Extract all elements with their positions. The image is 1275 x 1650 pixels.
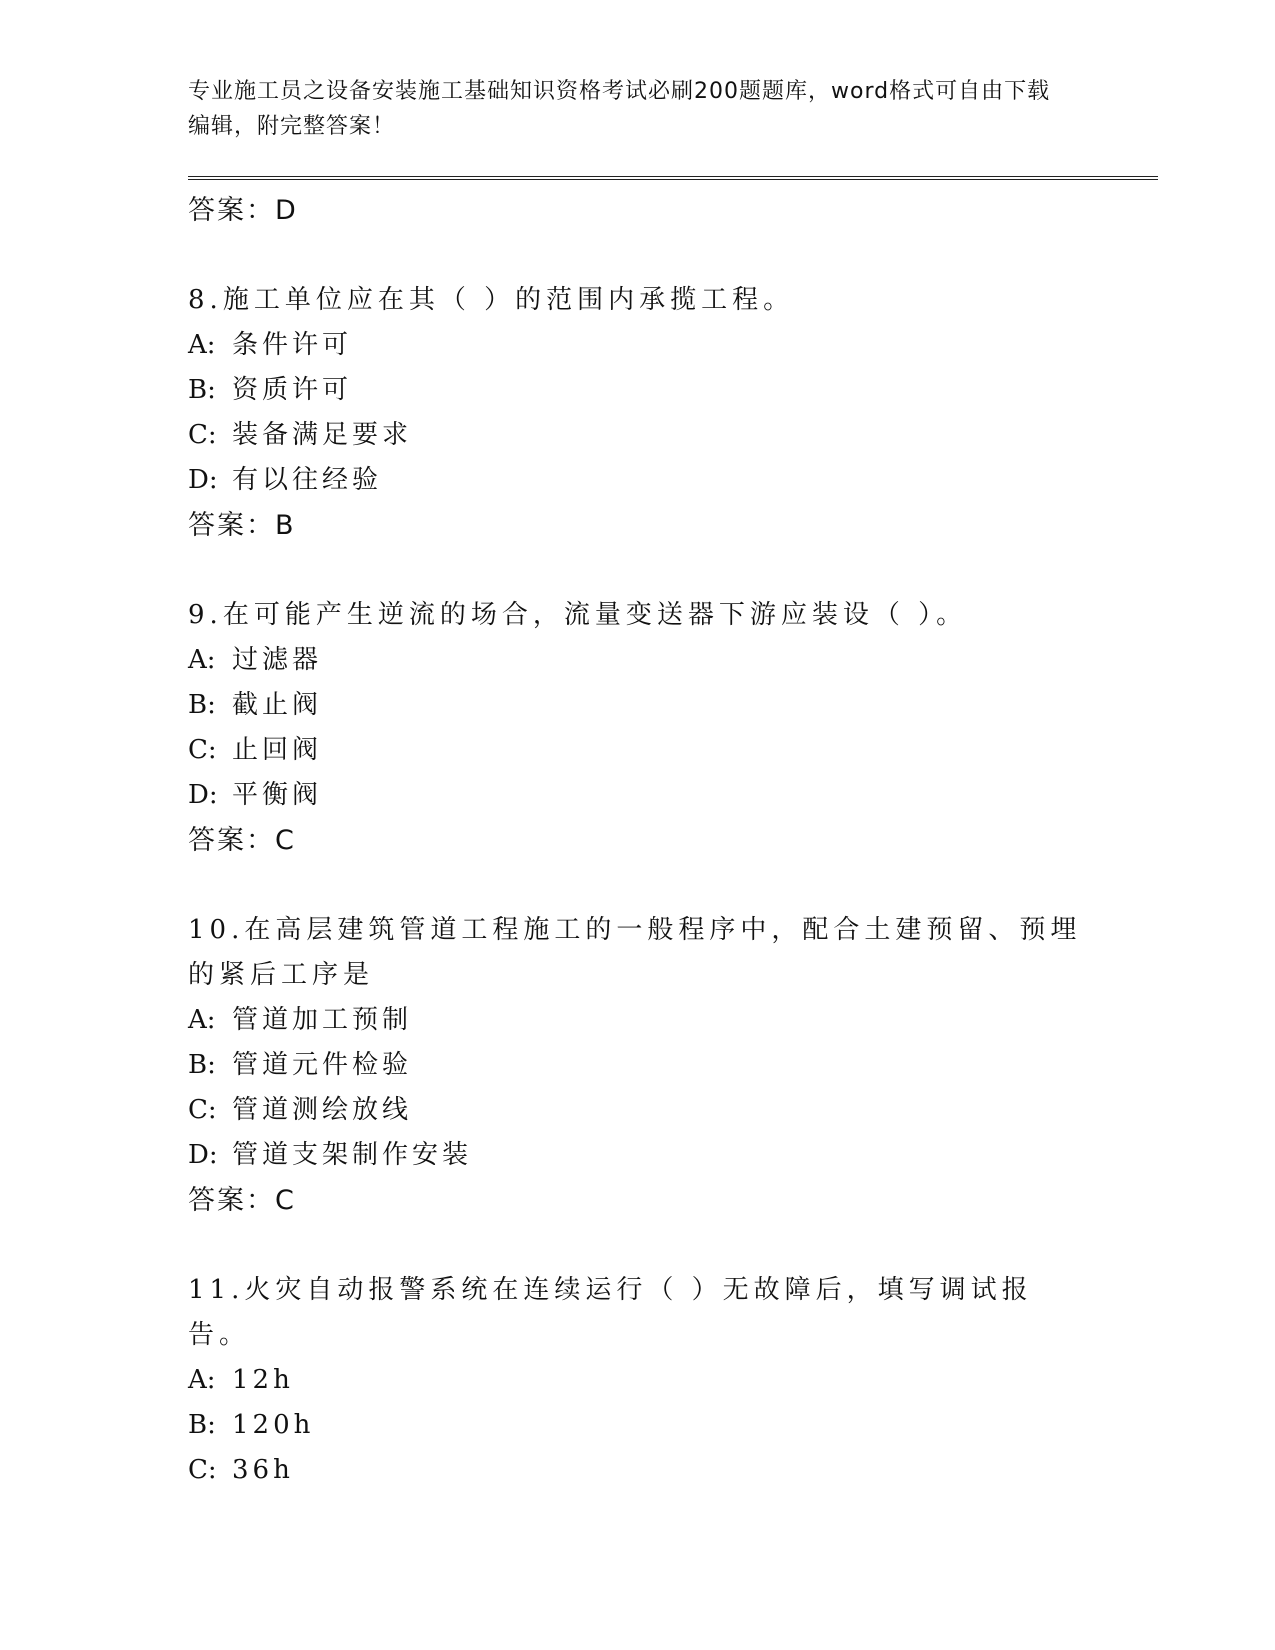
option-key: B: <box>188 1410 216 1440</box>
option-key: B: <box>188 690 216 720</box>
option-text: 有以往经验 <box>232 465 383 495</box>
option-item <box>188 1088 1158 1133</box>
option-item <box>188 458 1158 503</box>
option-item <box>188 1448 1158 1493</box>
answer-label: 答案： <box>188 1185 275 1216</box>
question-number: 9. <box>188 600 223 630</box>
option-text: 装备满足要求 <box>232 420 413 450</box>
option-text: 管道加工预制 <box>232 1005 413 1035</box>
question-number: 11. <box>188 1275 245 1305</box>
answer-value: D <box>275 195 298 226</box>
option-text: 12h <box>232 1365 294 1395</box>
option-text: 过滤器 <box>232 645 323 675</box>
answer-value: B <box>275 510 296 541</box>
question-block <box>188 908 1158 1224</box>
question-number: 10. <box>188 915 245 945</box>
option-text: 条件许可 <box>232 330 353 360</box>
option-key: B: <box>188 1050 216 1080</box>
answer-label: 答案： <box>188 195 275 226</box>
answer-label: 答案： <box>188 825 275 856</box>
answer-label: 答案： <box>188 510 275 541</box>
option-text: 36h <box>232 1455 294 1485</box>
option-text: 管道支架制作安装 <box>232 1140 473 1170</box>
option-text: 120h <box>232 1410 315 1440</box>
answer-line <box>188 818 1158 864</box>
option-item <box>188 998 1158 1043</box>
option-key: D: <box>188 1140 218 1170</box>
question-text <box>188 1268 1088 1358</box>
option-item <box>188 638 1158 683</box>
option-item <box>188 323 1158 368</box>
question-list <box>188 188 1158 1493</box>
option-text: 止回阀 <box>232 735 323 765</box>
option-key: A: <box>188 330 216 360</box>
option-item <box>188 1043 1158 1088</box>
question-stem: 在高层建筑管道工程施工的一般程序中，配合土建预留、预埋的紧后工序是 <box>188 915 1082 990</box>
option-key: B: <box>188 375 216 405</box>
option-item <box>188 1403 1158 1448</box>
question-block <box>188 1268 1158 1493</box>
option-key: C: <box>188 735 217 765</box>
answer-line <box>188 503 1158 549</box>
option-key: A: <box>188 645 216 675</box>
answer-line <box>188 188 1158 234</box>
option-item <box>188 1358 1158 1403</box>
option-text: 资质许可 <box>232 375 353 405</box>
header-divider <box>188 176 1158 180</box>
option-key: D: <box>188 465 218 495</box>
option-key: C: <box>188 1455 217 1485</box>
answer-value: C <box>275 1185 296 1216</box>
option-item <box>188 683 1158 728</box>
question-block <box>188 593 1158 864</box>
answer-value: C <box>275 825 296 856</box>
answer-line <box>188 1178 1158 1224</box>
option-item <box>188 728 1158 773</box>
question-text <box>188 908 1088 998</box>
option-key: A: <box>188 1005 216 1035</box>
option-item <box>188 1133 1158 1178</box>
option-key: C: <box>188 1095 217 1125</box>
option-item <box>188 773 1158 818</box>
question-stem: 施工单位应在其（ ）的范围内承揽工程。 <box>222 285 795 315</box>
option-key: C: <box>188 420 217 450</box>
option-key: D: <box>188 780 218 810</box>
option-text: 管道测绘放线 <box>232 1095 413 1125</box>
option-text: 平衡阀 <box>232 780 323 810</box>
option-key: A: <box>188 1365 216 1395</box>
option-item <box>188 413 1158 458</box>
question-stem: 在可能产生逆流的场合，流量变送器下游应装设（ ）。 <box>222 600 968 630</box>
option-text: 截止阀 <box>232 690 323 720</box>
page-header-title: 专业施工员之设备安装施工基础知识资格考试必刷200题题库，word格式可自由下载编辑，附完整答案！ <box>188 79 1051 139</box>
question-text <box>188 593 1088 638</box>
option-item <box>188 368 1158 413</box>
question-block <box>188 278 1158 549</box>
question-text <box>188 278 1088 323</box>
question-number: 8. <box>188 285 223 315</box>
question-stem: 火灾自动报警系统在连续运行（ ）无故障后，填写调试报告。 <box>188 1275 1033 1350</box>
option-text: 管道元件检验 <box>232 1050 413 1080</box>
